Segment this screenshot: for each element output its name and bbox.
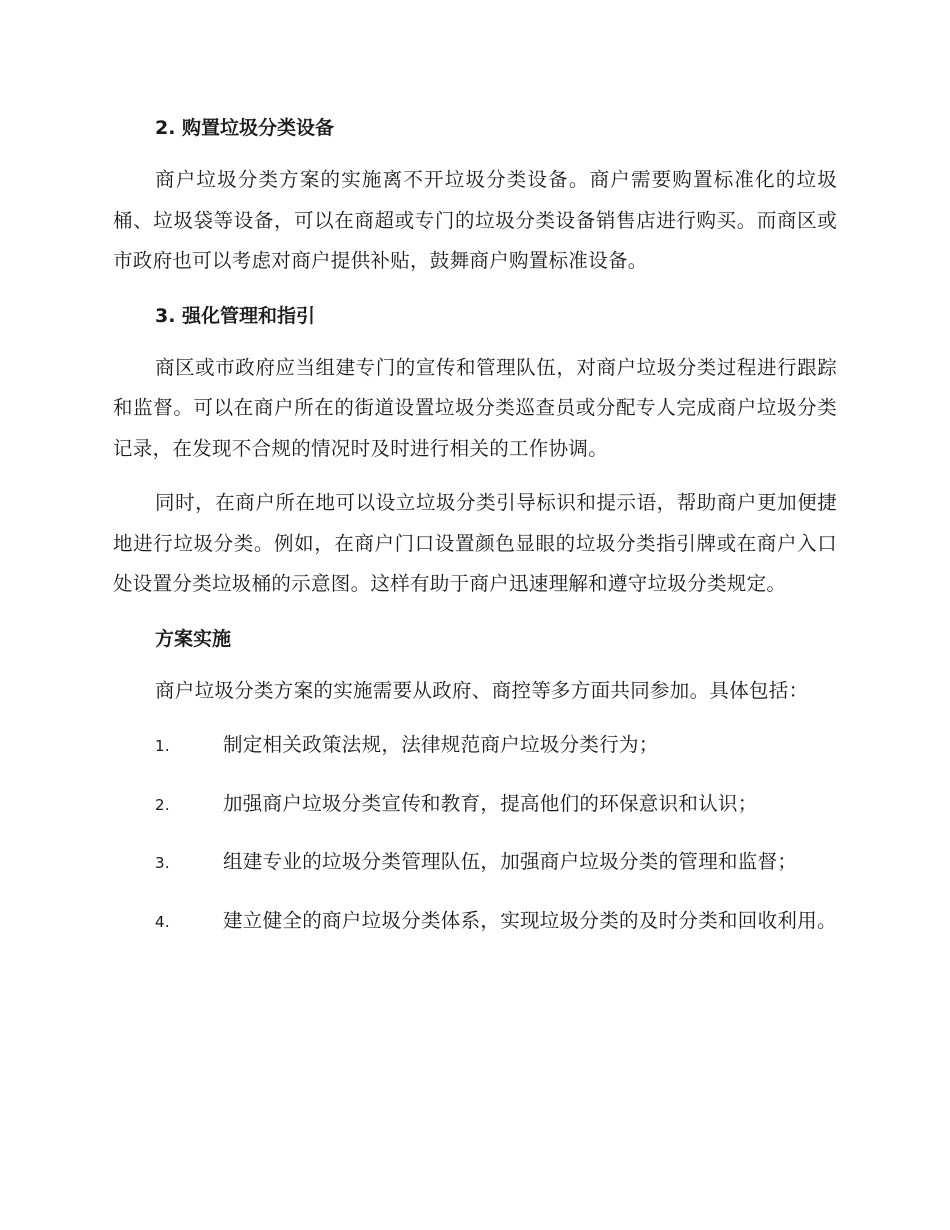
paragraph-equipment: 商户垃圾分类方案的实施离不开垃圾分类设备。商户需要购置标准化的垃圾桶、垃圾袋等设备，可以在商超或专门的垃圾分类设备销售店进行购买。而商区或市政府也可以考虑对商户提供补贴，鼓舞商户购置标准设备。	[113, 168, 837, 272]
list-item-text: 制定相关政策法规，法律规范商户垃圾分类行为；	[223, 733, 659, 756]
paragraph-management-1: 商区或市政府应当组建专门的宣传和管理队伍，对商户垃圾分类过程进行跟踪和监督。可以在商户所在的街道设置垃圾分类巡查员或分配专人完成商户垃圾分类记录，在发现不合规的情况时及时进行相关的工作协调。	[113, 355, 837, 460]
paragraph-implementation: 商户垃圾分类方案的实施需要从政府、商控等多方面共同参加。具体包括：	[155, 678, 809, 702]
section-heading-equipment: 2. 购置垃圾分类设备	[155, 117, 335, 139]
list-item-text: 加强商户垃圾分类宣传和教育，提高他们的环保意识和认识；	[223, 791, 758, 815]
list-item	[113, 784, 837, 826]
list-item-number: 4.	[155, 912, 170, 931]
list-item-number: 1.	[155, 737, 170, 755]
list-item-number: 2.	[155, 795, 170, 814]
list-item	[113, 842, 837, 884]
list-item-text: 建立健全的商户垃圾分类体系，实现垃圾分类的及时分类和回收利用。	[223, 908, 837, 932]
section-heading-management: 3. 强化管理和指引	[155, 304, 316, 327]
implementation-list	[113, 725, 837, 942]
list-item-text: 组建专业的垃圾分类管理队伍，加强商户垃圾分类的管理和监督；	[223, 850, 798, 873]
paragraph-management-2: 同时，在商户所在地可以设立垃圾分类引导标识和提示语，帮助商户更加便捷地进行垃圾分类。例如，在商户门口设置颜色显眼的垃圾分类指引牌或在商户入口处设置分类垃圾桶的示意图。这样有助于商户迅速理解和遵守垃圾分类规定。	[113, 491, 837, 595]
section-heading-implementation: 方案实施	[155, 627, 232, 650]
list-item	[113, 901, 837, 943]
document-page	[113, 108, 837, 959]
list-item-number: 3.	[155, 854, 170, 872]
list-item	[113, 725, 837, 767]
